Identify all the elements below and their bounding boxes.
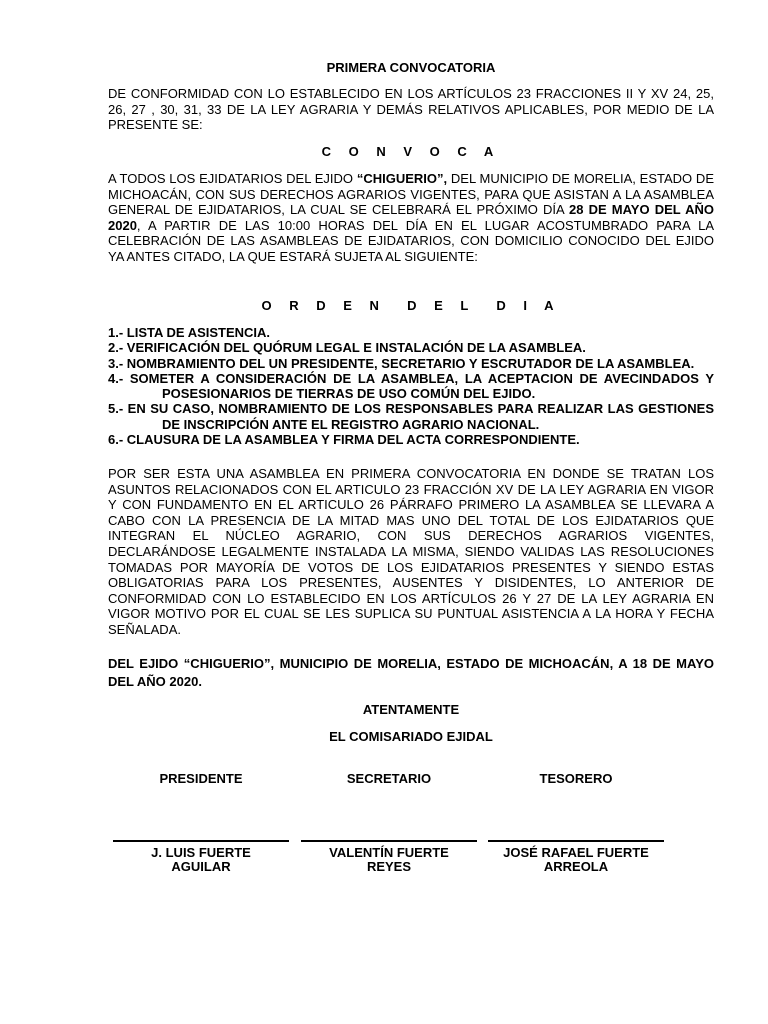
agenda-item: 6.- CLAUSURA DE LA ASAMBLEA Y FIRMA DEL ACTA CORRESPONDIENTE. — [108, 432, 580, 448]
role-label: SECRETARIO — [346, 771, 432, 786]
role-label: TESORERO — [539, 771, 613, 786]
signatory-name: VALENTÍN FUERTE — [329, 845, 449, 860]
orden-heading: O R D E N D E L D I A — [261, 298, 561, 313]
closing-paragraph: POR SER ESTA UNA ASAMBLEA EN PRIMERA CONVOCATORIA EN DONDE SE TRATAN LOS ASUNTOS RELACIONADOS CON EL ARTICULO 23 FRACCIÓN XV DE LA LEY AGRARIA EN VIGOR Y CON FUNDAMENTO EN EL ARTICULO 26 PÁRRAFO PRIMERO LA ASAMBLEA SE LLEVARA A CABO CON LA PRESENCIA DE LA MITAD MAS UNO DEL TOTAL DE LOS EJIDATARIOS QUE INTEGRAN EL NÚCLEO AGRARIO, CON SUS DERECHOS AGRARIOS VIGENTES, DECLARÁNDOSE LEGALMENTE INSTALADA LA MISMA, SIENDO VALIDAS LAS RESOLUCIONES TOMADAS POR MAYORÍA DE VOTOS DE LOS EJIDATARIOS PRESENTES Y SIENDO ESTAS OBLIGATORIAS PARA LOS PRESENTES, AUSENTES Y DISIDENTES, LO ANTERIOR DE CONFORMIDAD CON LO ESTABLECIDO EN LOS ARTÍCULOS 26 Y 27 DE LA LEY AGRARIA EN VIGOR MOTIVO POR EL CUAL SE LES SUPLICA SU PUNTUAL ASISTENCIA A LA HORA Y FECHA SEÑALADA. — [108, 466, 714, 637]
agenda-list — [108, 325, 714, 447]
document-title: PRIMERA CONVOCATORIA — [326, 60, 496, 75]
convoca-paragraph — [108, 171, 714, 265]
signature-line — [113, 840, 289, 842]
signatory-surname: ARREOLA — [543, 859, 609, 874]
comisariado-label: EL COMISARIADO EJIDAL — [329, 729, 493, 744]
convoca-text-3: , A PARTIR DE LAS 10:00 HORAS DEL DÍA EN EL LUGAR ACOSTUMBRADO PARA LA CELEBRACIÓN DE LAS ASAMBLEAS DE EJIDATARIOS, CON DOMICILIO CONOCIDO DEL EJIDO YA ANTES CITADO, LA QUE ESTARÁ SUJETA AL SIGUIENTE: — [108, 217, 714, 264]
signatory-surname: AGUILAR — [171, 859, 231, 874]
place-date-line: DEL EJIDO “CHIGUERIO”, MUNICIPIO DE MORELIA, ESTADO DE MICHOACÁN, A 18 DE MAYO DEL AÑO 2020. — [108, 656, 714, 689]
agenda-item: 5.- EN SU CASO, NOMBRAMIENTO DE LOS RESPONSABLES PARA REALIZAR LAS GESTIONES DE INSCRIPCIÓN ANTE EL REGISTRO AGRARIO NACIONAL. — [108, 401, 714, 432]
signatory-surname: REYES — [366, 859, 412, 874]
ejido-name: “CHIGUERIO”, — [356, 171, 448, 186]
signature-secretario — [301, 771, 477, 874]
role-label: PRESIDENTE — [159, 771, 243, 786]
agenda-item: 4.- SOMETER A CONSIDERACIÓN DE LA ASAMBLEA, LA ACEPTACION DE AVECINDADOS Y POSESIONARIOS DE TIERRAS DE USO COMÚN DEL EJIDO. — [108, 370, 714, 402]
assembly-date: 28 DE MAYO DEL AÑO 2020 — [108, 202, 714, 233]
signatory-name: JOSÉ RAFAEL FUERTE — [503, 845, 649, 860]
convoca-text-1: A TODOS LOS EJIDATARIOS DEL EJIDO — [108, 171, 357, 186]
signature-tesorero — [488, 771, 664, 874]
signature-line — [301, 840, 477, 842]
convoca-text-2: DEL MUNICIPIO DE MORELIA, ESTADO DE MICHOACÁN, CON SUS DERECHOS AGRARIOS VIGENTES, PARA QUE ASISTAN A LA ASAMBLEA GENERAL DE EJIDATARIOS, LA CUAL SE CELEBRARÁ EL PRÓXIMO DÍA — [108, 171, 714, 218]
atentamente-label: ATENTAMENTE — [362, 702, 460, 717]
agenda-item: 1.- LISTA DE ASISTENCIA. — [108, 325, 271, 340]
signatory-name: J. LUIS FUERTE — [151, 845, 251, 860]
convoca-heading: C O N V O C A — [321, 144, 501, 159]
signature-presidente — [113, 771, 289, 874]
agenda-item: 2.- VERIFICACIÓN DEL QUÓRUM LEGAL E INSTALACIÓN DE LA ASAMBLEA. — [108, 340, 586, 356]
signature-line — [488, 840, 664, 842]
agenda-item: 3.- NOMBRAMIENTO DEL UN PRESIDENTE, SECRETARIO Y ESCRUTADOR DE LA ASAMBLEA. — [108, 355, 695, 371]
intro-paragraph: DE CONFORMIDAD CON LO ESTABLECIDO EN LOS ARTÍCULOS 23 FRACCIONES II Y XV 24, 25, 26, 27 , 30, 31, 33 DE LA LEY AGRARIA Y DEMÁS RELATIVOS APLICABLES, POR MEDIO DE LA PRESENTE SE: — [108, 86, 714, 133]
